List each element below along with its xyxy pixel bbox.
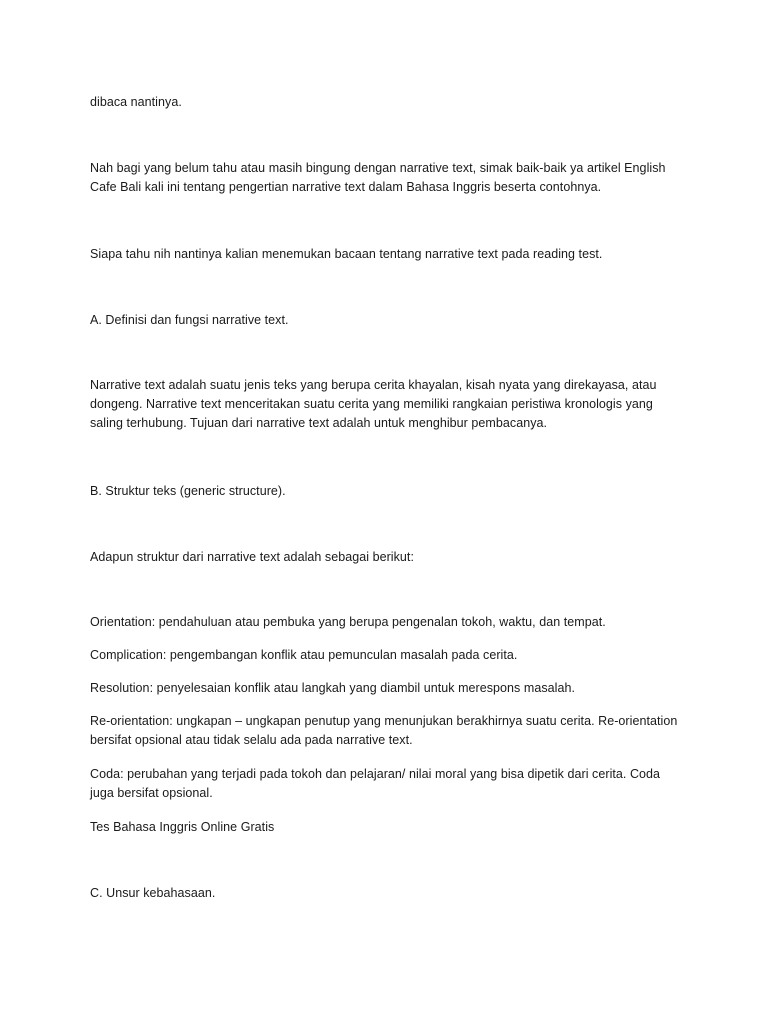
paragraph-intro: Nah bagi yang belum tahu atau masih bingung dengan narrative text, simak baik-baik ya artikel English Cafe Bali kali ini tentang pengertian narrative text dalam Bahasa Inggris beserta contohnya. [90,161,666,194]
item-orientation: Orientation: pendahuluan atau pembuka yang berupa pengenalan tokoh, waktu, dan tempat. [90,615,606,629]
item-coda: Coda: perubahan yang terjadi pada tokoh dan pelajaran/ nilai moral yang bisa dipetik dari cerita. Coda juga bersifat opsional. [90,767,661,800]
item-complication: Complication: pengembangan konflik atau pemunculan masalah pada cerita. [90,648,518,662]
item-re-orientation: Re-orientation: ungkapan – ungkapan penutup yang menunjukan berakhirnya suatu cerita. Re-orientation bersifat opsional atau tidak selalu ada pada narrative text. [90,714,678,747]
item-resolution: Resolution: penyelesaian konflik atau langkah yang diambil untuk merespons masalah. [90,681,575,695]
paragraph-definition: Narrative text adalah suatu jenis teks yang berupa cerita khayalan, kisah nyata yang direkayasa, atau dongeng. Narrative text menceritakan suatu cerita yang memiliki rangkaian peristiwa kronologis yang saling terhubung. Tujuan dari narrative text adalah untuk menghibur pembacanya. [90,378,657,430]
heading-structure: B. Struktur teks (generic structure). [90,484,286,498]
paragraph-intro-end: dibaca nantinya. [90,95,182,109]
heading-definition: A. Definisi dan fungsi narrative text. [90,313,289,327]
paragraph-online-test: Tes Bahasa Inggris Online Gratis [90,820,275,834]
paragraph-reading-test: Siapa tahu nih nantinya kalian menemukan bacaan tentang narrative text pada reading test. [90,247,603,261]
paragraph-structure-intro: Adapun struktur dari narrative text adalah sebagai berikut: [90,550,414,564]
heading-language-features: C. Unsur kebahasaan. [90,886,216,900]
